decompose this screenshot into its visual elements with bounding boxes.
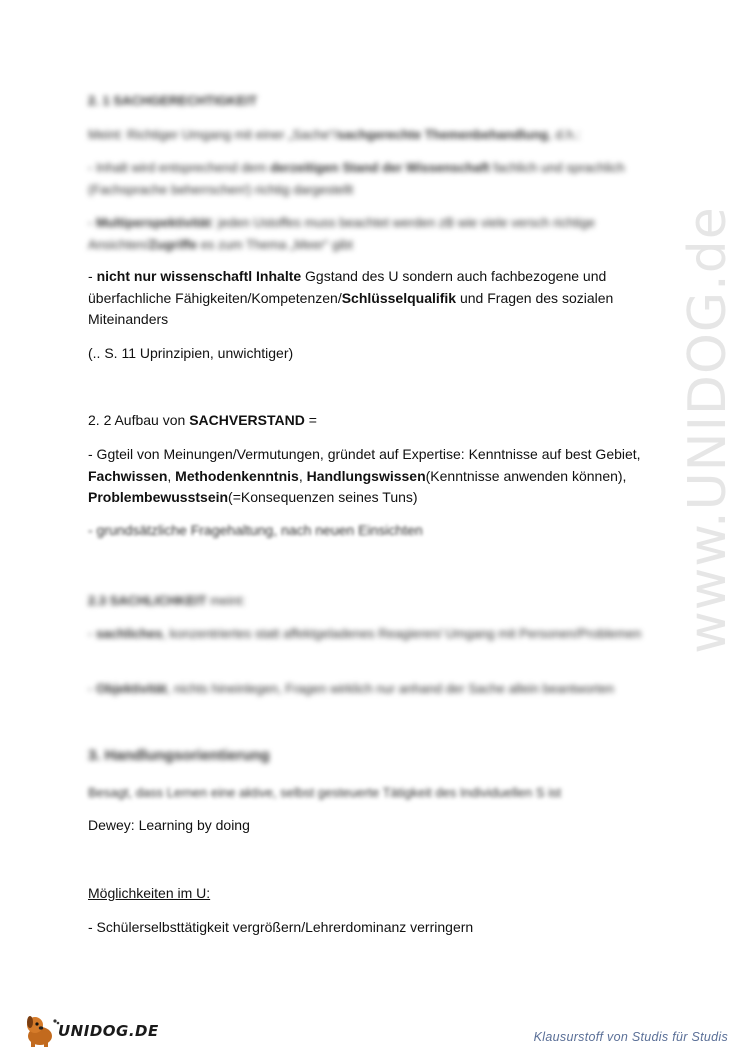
bold-text: nicht nur wissenschaftl Inhalte [96,268,302,284]
text: Meint: Richtiger Umgang mit einer „Sache“/ [88,127,338,142]
text: Dewey: Learning by doing [88,817,250,833]
text: Besagt, dass Lernen eine aktive, selbst gesteuerte Tätigkeit des Individuellen S ist [88,785,562,800]
bold-text: Zugriffe [148,236,198,252]
dog-mascot-icon [22,1012,62,1048]
text: , konzentriertes statt affektgeladenes Reagieren/ Umgang mit Personen/Problemen [162,626,642,641]
text: und Fragen des sozialen Miteinanders [88,289,614,327]
bold-text: Schlüsselqualifik [341,289,457,306]
bold-text: 2.3 SACHLICHKEIT [88,593,207,608]
text: , nichts hineinlegen, Fragen wirklich nur anhand der Sache allein beantworten [166,681,615,696]
text: - Inhalt wird entsprechend dem [88,160,271,175]
heading-text: 3. Handlungsorientierung [88,747,270,764]
paragraph-fragehaltung [88,520,668,542]
footer-tagline: Klausurstoff von Studis für Studis [533,1030,728,1044]
text: fachlich und sprachlich (Fachsprache beherrschen!) richtig dargestellt [88,160,625,197]
bold-text: Objektivität [95,681,167,696]
text: es zum Thema „Meer“ gibt [197,236,353,252]
text: (Kenntnisse anwenden können), [425,467,627,484]
bold-text: sachgerechte Themenbehandlung [337,127,549,142]
bold-text: Problembewusstsein [88,489,229,505]
paragraph-inhalt [88,157,668,200]
paragraph-dewey [88,815,668,837]
text: - [88,681,96,696]
paragraph-meint [88,124,668,146]
text: Möglichkeiten im U: [88,885,211,901]
unidog-logo [22,1012,162,1048]
bold-text: Fachwissen [88,467,168,484]
watermark: www.UNIDOG.de [678,206,738,654]
heading-text: 2. 1 SACHGERECHTIGKEIT [88,93,258,108]
text: , d.h.: [548,127,581,142]
section-heading-3 [88,745,668,767]
paragraph-uprinzipien [88,343,668,365]
text: = [304,412,317,428]
paragraph-multiperspektivitaet [88,212,668,255]
text: - Ggteil von Meinungen/Vermutungen, gründet auf Expertise: Kenntnisse auf best Gebiet, [88,446,641,462]
text: Ggstand des U sondern auch fachbezogene und überfachliche Fähigkeiten/Kompetenzen/ [88,268,607,306]
paragraph-sachverstand [88,444,668,509]
paragraph-besagt [88,782,668,804]
bold-text: Multiperspektivität [95,215,211,230]
text: 2. 2 Aufbau von [88,412,190,428]
bold-text: SACHVERSTAND [189,412,305,428]
text: (=Konsequenzen seines Tuns) [228,489,418,505]
bold-text: derzeitigen Stand der Wissenschaft [270,160,490,175]
logo-text: UNIDOG.DE [58,1022,159,1040]
text: meint: [206,593,246,608]
text: , [298,467,307,484]
bold-text: Methodenkenntnis [175,467,299,484]
text: - Schülerselbsttätigkeit vergrößern/Lehrerdominanz verringern [88,919,474,935]
text: - grundsätzliche Fragehaltung, nach neuen Einsichten [88,522,423,538]
text: , [167,467,176,484]
paragraph-moeglichkeiten [88,883,668,905]
text: - [88,215,96,230]
paragraph-objektivitaet [88,678,668,700]
text: : jeden Ustoffes muss beachtet werden zB wie viele versch richtige Ansichten/ [88,215,595,252]
text: (.. S. 11 Uprinzipien, unwichtiger) [88,345,294,361]
bold-text: sachliches [95,626,163,641]
paragraph-inhalte [88,266,668,331]
paragraph-schuelerselbsttaetigkeit [88,917,668,939]
section-heading-2-3 [88,590,668,612]
text: - [88,268,97,284]
section-heading-2-2 [88,410,668,432]
bold-text: Handlungswissen [306,467,426,484]
text: - [88,626,96,641]
paragraph-sachliches [88,623,668,645]
section-heading-2-1 [88,90,668,112]
